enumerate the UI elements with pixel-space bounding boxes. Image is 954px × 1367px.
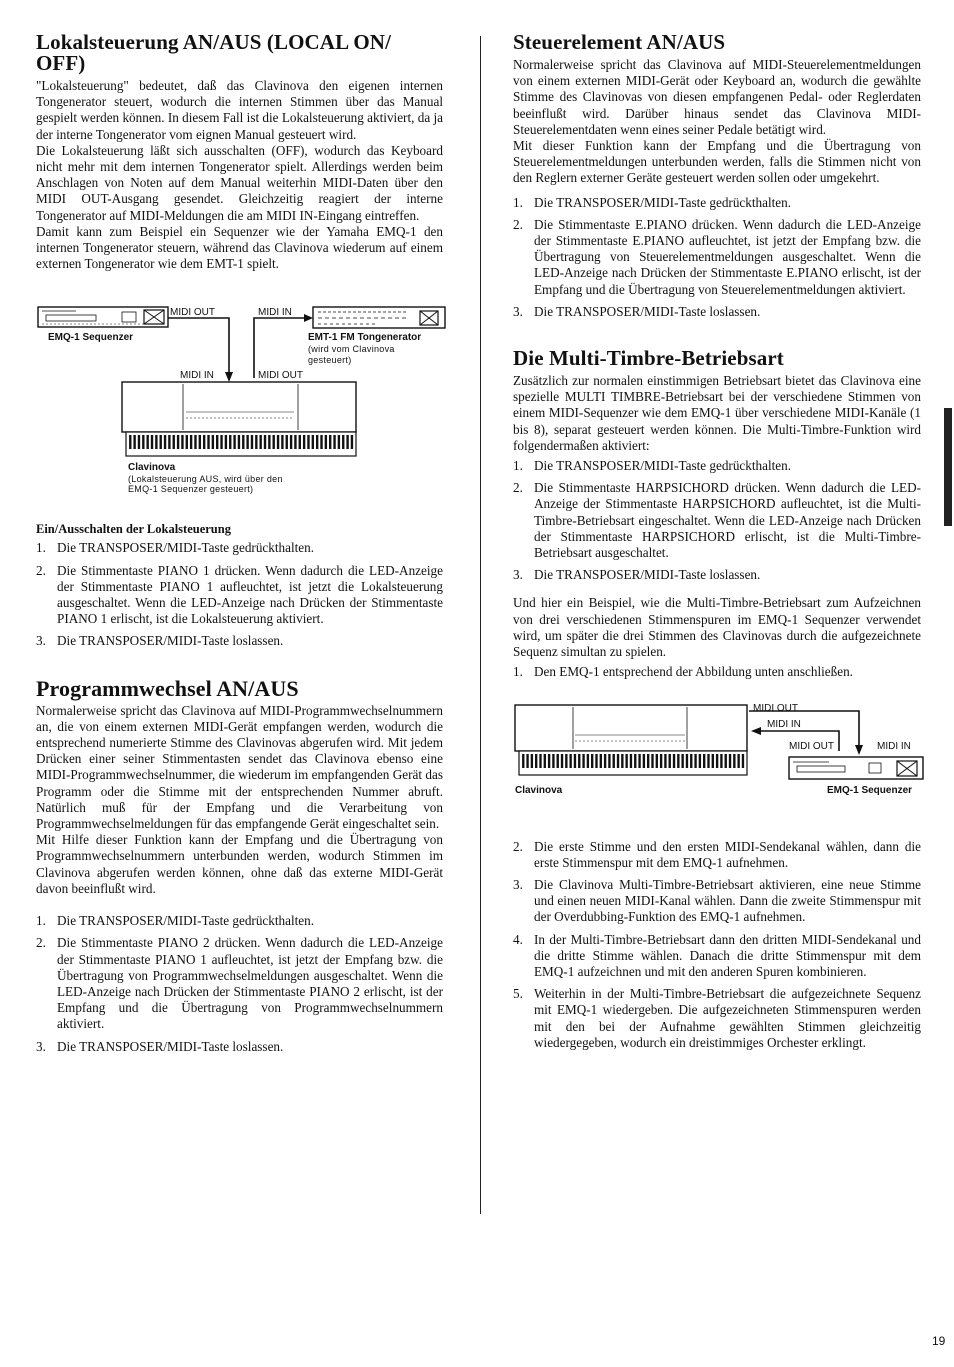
label-midi-in-clav: MIDI IN <box>180 370 214 382</box>
multi-steps-list <box>513 458 921 583</box>
control-para-1: Normalerweise spricht das Clavinova auf MIDI-Steuerelementmeldungen von einem externen MIDI-Gerät oder Keyboard an, wodurch die gewählte Stimme des Clavinovas von diesen empfangenen Pedal- oder Reglerdaten beeinflußt wird. Darüber hinaus sendet das Clavinova MIDI-Steuerelementdaten wenn eines seiner Pedale betätigt wird. <box>513 57 921 137</box>
label-midi-out-clav-2: MIDI OUT <box>753 702 798 714</box>
local-steps-list <box>36 540 443 649</box>
label-emt1-sub1: (wird vom Clavinova <box>308 344 395 355</box>
section-multi-timbre <box>513 348 921 680</box>
list-item: 2. Die Stimmentaste PIANO 1 drücken. Wenn dadurch die LED-Anzeige der Stimmentaste PIANO 1 aufleuchtet, ist jetzt die Lokalsteuerung ausgeschaltet. Wenn die LED-Anzeige nach Drücken der Stimmentaste PIANO 1 erlischt, ist die Lokalsteuerung aktiviert. <box>36 562 443 627</box>
section-local-control <box>36 32 443 272</box>
label-clavinova-sub1: (Lokalsteuerung AUS, wird über den <box>128 474 283 485</box>
emt1-device-icon <box>313 307 445 328</box>
clavinova-device-icon <box>36 306 356 456</box>
list-item: 2. Die Stimmentaste PIANO 2 drücken. Wenn dadurch die LED-Anzeige der Stimmentaste PIANO 1 aufleuchtet, ist jetzt der Empfang bzw. die Übertragung von Programmwechselmeldungen ausgeschaltet. Wenn die LED-Anzeige nach Drücken der Stimmentaste PIANO 2 erlischt, ist der Empfang und die Übertragung von Programmwechselnummern aktiviert. <box>36 935 443 1032</box>
page-number: 19 <box>932 1334 946 1348</box>
list-item: 2. Die Stimmentaste HARPSICHORD drücken. Wenn dadurch die LED-Anzeige der Stimmentaste HARPSICHORD aufleuchtet, ist die Multi-Timbre-Betriebsart eingeschaltet. Wenn die LED-Anzeige nach Drücken der Stimmentaste HARPSICHORD erlischt, ist die Multi-Timbre-Betriebsart ausgeschaltet. <box>513 480 921 561</box>
list-item: 3. Die TRANSPOSER/MIDI-Taste loslassen. <box>513 567 761 583</box>
list-item: 1. Den EMQ-1 entsprechend der Abbildung unten anschließen. <box>513 664 853 680</box>
label-emt1-sub2: gesteuert) <box>308 355 352 366</box>
diagram-multi-setup <box>513 701 925 813</box>
label-clavinova: Clavinova <box>128 462 176 474</box>
label-midi-in-clav-2: MIDI IN <box>767 718 801 730</box>
section-program-change <box>36 675 443 1055</box>
multi-para-2: Und hier ein Beispiel, wie die Multi-Timbre-Betriebsart zum Aufzeichnen von drei verschiedenen Stimmenspuren im EMQ-1 Sequenzer verwendet wird, um später die drei Stimmen des Clavinovas durch die aufgezeichnete Sequenz simultan zu spielen. <box>513 595 921 660</box>
heading-multi-timbre: Die Multi-Timbre-Betriebsart <box>513 346 784 371</box>
list-item: 3. Die Clavinova Multi-Timbre-Betriebsart aktivieren, eine neue Stimme und einen neuen MIDI-Kanal wählen. Dann die zweite Stimmenspur mit der Overdubbing-Funktion des EMQ-1 aufnehmen. <box>513 876 921 925</box>
section-local-steps <box>36 522 443 649</box>
list-item: 2. Die erste Stimme und den ersten MIDI-Sendekanal wählen, dann die erste Stimmenspur mit dem EMQ-1 aufnehmen. <box>513 838 921 870</box>
list-item: 1. Die TRANSPOSER/MIDI-Taste gedrückthalten. <box>513 194 792 210</box>
subheading-local-toggle: Ein/Ausschalten der Lokalsteuerung <box>36 522 231 537</box>
list-item: 1. Die TRANSPOSER/MIDI-Taste gedrückthalten. <box>513 458 792 474</box>
list-item: 3. Die TRANSPOSER/MIDI-Taste loslassen. <box>36 1038 284 1054</box>
list-item: 5. Weiterhin in der Multi-Timbre-Betriebsart die aufgezeichnete Sequenz mit EMQ-1 wiedergeben. Die aufgezeichneten Stimmenspuren werden mit den bei der Aufnahme gewählten Stimmen gleichzeitig wiedergegeben, wodurch ein dreistimmiges Orchester erklingt. <box>513 986 921 1050</box>
program-steps-list <box>36 913 443 1055</box>
multi-para-1: Zusätzlich zur normalen einstimmigen Betriebsart bietet das Clavinova eine spezielle MULTI TIMBRE-Betriebsart bei der verschiedene Stimmen von einem MIDI-Sequenzer wie dem EMQ-1 über verschiedene MIDI-Kanäle (1 bis 8), separat gesteuert werden können. Die Multi-Timbre-Funktion wird folgendermaßen aktiviert: <box>513 373 921 453</box>
label-emt1-generator: EMT-1 FM Tongenerator <box>308 332 422 344</box>
control-steps-list <box>513 195 921 320</box>
column-divider <box>480 36 481 1214</box>
label-clavinova-sub2: EMQ-1 Sequenzer gesteuert) <box>128 484 254 495</box>
left-column <box>36 32 443 1061</box>
diagram-local-setup <box>36 306 456 526</box>
program-para-2: Mit Hilfe dieser Funktion kann der Empfang und die Übertragung von Programmwechselnummern unterbunden werden, wodurch Stimmen im Clavinova abgerufen werden können, ohne daß das externe MIDI-Gerät davon beeinflußt wird. <box>36 832 443 896</box>
label-midi-in-emq-2: MIDI IN <box>877 740 911 752</box>
local-para-3: Damit kann zum Beispiel ein Sequenzer wie der Yamaha EMQ-1 den internen Tongenerator steuern, während das Clavinova wiederum auf einem externen Tongenerator wie dem EMT-1 spielt. <box>36 223 443 272</box>
emq1-device-icon <box>38 307 168 327</box>
label-midi-in-emt: MIDI IN <box>258 307 292 319</box>
label-emq1-sequenzer: EMQ-1 Sequenzer <box>48 332 134 344</box>
list-item: 3. Die TRANSPOSER/MIDI-Taste loslassen. <box>36 633 284 649</box>
multi-steps-list-2 <box>513 839 921 1051</box>
list-item: 4. In der Multi-Timbre-Betriebsart dann den dritten MIDI-Sendekanal und die dritte Stimme wählen. Danach die dritte Stimmenspur mit dem EMQ-1 aufzeichnen und mit den anderen Spuren kombinieren. <box>513 931 921 979</box>
label-midi-out-emq: MIDI OUT <box>170 307 215 319</box>
multi-intro-step <box>513 664 921 680</box>
list-item: 3. Die TRANSPOSER/MIDI-Taste loslassen. <box>513 303 761 319</box>
list-item: 1. Die TRANSPOSER/MIDI-Taste gedrückthalten. <box>36 913 315 929</box>
heading-local-control: Lokalsteuerung AN/AUS (LOCAL ON/ OFF) <box>36 30 392 75</box>
label-clavinova-2: Clavinova <box>515 784 563 796</box>
label-midi-out-clav: MIDI OUT <box>258 370 303 382</box>
label-emq1-sequenzer-2: EMQ-1 Sequenzer <box>827 784 913 796</box>
thumb-index-mark <box>944 408 952 526</box>
emq1-device-icon-2 <box>789 757 923 779</box>
heading-program-change: Programmwechsel AN/AUS <box>36 675 299 701</box>
right-column <box>513 32 921 1057</box>
section-control-change <box>513 32 921 320</box>
control-para-2: Mit dieser Funktion kann der Empfang und die Übertragung von Steuerelementmeldungen unterbunden werden, falls die Stimmen nicht von den Reglern externer Geräte gesteuert werden sollen oder umgekehrt. <box>513 138 921 186</box>
list-item: 1. Die TRANSPOSER/MIDI-Taste gedrückthalten. <box>36 540 315 556</box>
local-para-1: "Lokalsteuerung" bedeutet, daß das Clavinova den eigenen internen Tongenerator steuert, wodurch die internen Stimmen über das Manual gespielt werden können. In diesem Fall ist die Lokalsteuerung aktiviert, da ja der interne Tongenerator vom eignen Manual gesteuert wird. <box>36 78 443 142</box>
heading-control-change: Steuerelement AN/AUS <box>513 30 726 54</box>
diagram-multi-graphic <box>513 701 925 813</box>
list-item: 2. Die Stimmentaste E.PIANO drücken. Wenn dadurch die LED-Anzeige der Stimmentaste E.PIANO aufleuchtet, ist jetzt der Empfang bzw. die Übertragung von Steuerelementmeldungen ausgeschaltet. Wenn die LED-Anzeige nach Drücken der Stimmentaste E.PIANO erlischt, ist der Empfang und die Übertragung von Steuerelementmeldungen aktiviert. <box>513 216 921 297</box>
label-midi-out-emq-2: MIDI OUT <box>789 740 834 752</box>
program-para-1: Normalerweise spricht das Clavinova auf MIDI-Programmwechselnummern an, die von einem externen MIDI-Gerät empfangen werden, wodurch die entsprechend numerierte Stimme des Clavinovas abgerufen wird. Mit jedem Drücken einer seiner Stimmentasten sendet das Clavinova ebenso eine MIDI-Programmwechselnummer, die wiederum im empfangenden Gerät das Programm oder die Stimme mit der entsprechenden Nummer abruft. Natürlich muß für der Empfang und die Verarbeitung von Programmwechselmeldungen für das empfangende Gerät eingeschaltet sein. <box>36 702 443 832</box>
local-para-2: Die Lokalsteuerung läßt sich ausschalten (OFF), wodurch das Keyboard nicht mehr mit dem internen Tongenerator spielt. Allerdings werden beim Anschlagen von Noten auf dem Manual weiterhin MIDI-Daten über den MIDI OUT-Ausgang gesendet. Gleichzeitig reagiert der interne Tongenerator auf MIDI-Meldungen die am MIDI IN-Eingang eintreffen. <box>36 142 443 223</box>
